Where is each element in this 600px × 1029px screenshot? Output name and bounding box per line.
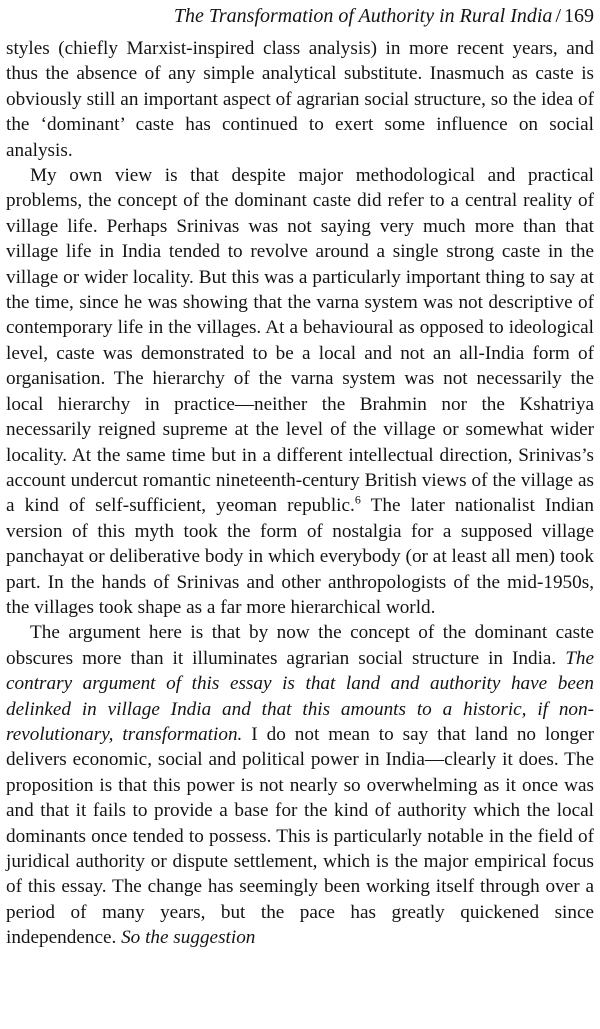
running-head-title: The Transformation of Authority in Rural India — [173, 5, 553, 27]
paragraph-text: styles (chiefly Marxist-inspired class analysis) in more recent years, and thus the absence of any simple analytical substitute. Inasmuch as caste is obviously still an important aspect of agrarian social structure, so the idea of the ‘dominant’ caste has continued to exert some influence on social analysis. — [6, 38, 594, 161]
paragraph-3 — [6, 620, 594, 950]
italic-thesis-statement: The contrary argument of this essay is that land and authority have been delinked in village India and that this amounts to a historic, if non-revolutionary, transformation. — [6, 647, 594, 745]
running-head-separator: / — [555, 5, 561, 27]
paragraph-text: I do not mean to say that land no longer delivers economic, social and political power in India—clearly it does. The proposition is that this power is not nearly so overwhelming as it once was and that it fails to provide a base for the kind of authority which the local dominants once tended to possess. This is particularly notable in the field of juridical authority or dispute settlement, which is the major empirical focus of this essay. The change has seemingly been working itself through over a period of many years, but the pace has greatly quickened since independence. — [6, 723, 594, 949]
paragraph-1 — [6, 36, 594, 163]
body-text — [6, 36, 594, 951]
paragraph-text: My own view is that despite major methodological and practical problems, the concept of the dominant caste did refer to a central reality of village life. Perhaps Srinivas was not saying very much more than that village life in India tended to revolve around a single strong caste in the village or wider locality. But this was a particularly important thing to say at the time, since he was showing that the varna system was not descriptive of contemporary life in the villages. At a behavioural as opposed to ideological level, caste was demonstrated to be a local and not an all-India form of organisation. The hierarchy of the varna system was not necessarily the local hierarchy in practice—neither the Brahmin nor the Kshatriya necessarily reigned supreme at the level of the village or somewhat wider locality. At the same time but in a different intellectual direction, Srinivas’s account undercut romantic nineteenth-century British views of the village as a kind of self-sufficient, yeoman republic. — [6, 165, 594, 517]
paragraph-text: The argument here is that by now the concept of the dominant caste obscures more than it illuminates agrarian social structure in India. — [6, 622, 594, 669]
footnote-marker: 6 — [354, 492, 361, 507]
paragraph-2 — [6, 163, 594, 620]
paragraph-text: The later nationalist Indian version of this myth took the form of nostalgia for a supposed village panchayat or deliberative body in which everybody (or at least all men) took part. In the hands of Srinivas and other anthropologists of the mid-1950s, the villages took shape as a far more hierarchical world. — [6, 495, 594, 618]
italic-continuation: So the suggestion — [121, 927, 256, 949]
page-number: 169 — [564, 5, 594, 27]
running-head — [6, 2, 594, 30]
